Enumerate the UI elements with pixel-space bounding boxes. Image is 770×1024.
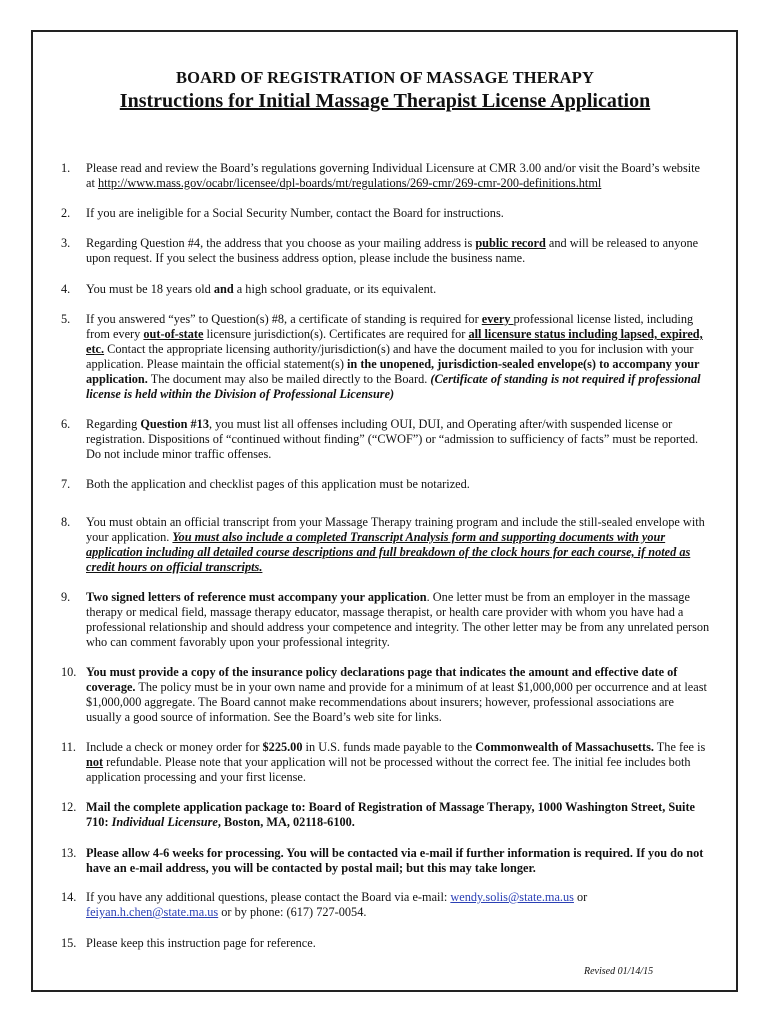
item-number: 4. <box>61 282 71 296</box>
item-text: a high school graduate, or its equivalent. <box>233 282 437 296</box>
instruction-item-12 <box>61 800 711 830</box>
item-text: in U.S. funds made payable to the <box>302 740 476 754</box>
item-number: 1. <box>61 161 71 175</box>
insurance-emphasis: You must provide a copy of the insurance policy declarations page that indicates the amount and effective date of coverage. <box>86 665 678 694</box>
instruction-item-3 <box>61 236 711 266</box>
processing-time-text: Please allow 4-6 weeks for processing. You will be contacted via e-mail if further information is required. If you do not have an e-mail address, you will be contacted by postal mail; but this may take longer. <box>86 846 704 875</box>
item-text: If you answered “yes” to Question(s) #8, a certificate of standing is required for <box>86 312 482 326</box>
mailing-address-text: , Boston, MA, 02118-6100. <box>217 815 355 829</box>
instruction-item-13 <box>61 846 711 876</box>
and-emphasis: and <box>213 282 234 296</box>
item-text: and will be released to anyone upon request. If you select the business address option, please include the business name. <box>86 236 699 265</box>
transcript-analysis-emphasis: You must also include a completed Transcript Analysis form and supporting documents with your application including all detailed course descriptions and full breakdown of the clock hours for each course, if noted as credit hours on official transcripts. <box>86 530 691 574</box>
instruction-item-6 <box>61 417 711 462</box>
licensure-status-emphasis: all licensure status including lapsed, expired, etc. <box>86 327 703 356</box>
item-number: 11. <box>61 740 76 754</box>
instruction-item-15 <box>61 936 711 951</box>
instruction-item-5 <box>61 312 711 402</box>
item-text: or <box>573 890 588 904</box>
instruction-item-14 <box>61 890 711 920</box>
item-number: 12. <box>61 800 77 814</box>
item-number: 3. <box>61 236 71 250</box>
item-text: Regarding Question #4, the address that you choose as your mailing address is <box>86 236 476 250</box>
item-number: 6. <box>61 417 71 431</box>
item-text: licensure jurisdiction(s). Certificates are required for <box>203 327 469 341</box>
item-text: Both the application and checklist pages of this application must be notarized. <box>86 477 470 491</box>
item-text: or by phone: (617) 727-0054. <box>218 905 367 919</box>
instruction-item-10 <box>61 665 711 725</box>
item-text: Please read and review the Board’s regulations governing Individual Licensure at CMR 3.00 and/or visit the Board’s website at <box>86 161 701 190</box>
item-number: 9. <box>61 590 71 604</box>
email-link-wendy[interactable]: wendy.solis@state.ma.us <box>450 890 574 904</box>
item-number: 7. <box>61 477 71 491</box>
every-emphasis: every <box>481 312 514 326</box>
instruction-item-2 <box>61 206 711 221</box>
item-text: If you are ineligible for a Social Security Number, contact the Board for instructions. <box>86 206 504 220</box>
revision-date: Revised 01/14/15 <box>584 966 654 977</box>
certificate-note: (Certificate of standing is not required if professional license is held within the Division of Professional Licensure) <box>86 372 701 401</box>
item-text: Contact the appropriate licensing authority/jurisdiction(s) and have the document mailed to you for inclusion with your application. Please maintain the official statement(s) <box>86 342 694 371</box>
item-text: The policy must be in your own name and provide for a minimum of at least $1,000,000 per occurrence and at least $1,000,000 aggregate. The Board cannot make recommendations about insurers; however, professional associations are usually a good source of information. See the Board’s web site for links. <box>86 680 707 724</box>
out-of-state-emphasis: out-of-state <box>143 327 204 341</box>
item-number: 2. <box>61 206 71 220</box>
instruction-item-9 <box>61 590 711 650</box>
item-number: 8. <box>61 515 71 529</box>
instruction-item-11 <box>61 740 711 785</box>
item-text: Regarding <box>86 417 141 431</box>
not-emphasis: not <box>86 755 104 769</box>
item-text: refundable. Please note that your application will not be processed without the correct fee. The initial fee includes both application processing and your first license. <box>86 755 691 784</box>
item-number: 13. <box>61 846 77 860</box>
fee-amount: $225.00 <box>262 740 303 754</box>
regulations-link[interactable]: http://www.mass.gov/ocabr/licensee/dpl-boards/mt/regulations/269-cmr/269-cmr-200-definitions.html <box>97 176 602 190</box>
item-text: The document may also be mailed directly to the Board. <box>147 372 431 386</box>
board-heading: BOARD OF REGISTRATION OF MASSAGE THERAPY <box>176 68 594 87</box>
email-link-feiyan[interactable]: feiyan.h.chen@state.ma.us <box>86 905 219 919</box>
payee-emphasis: Commonwealth of Massachusetts. <box>475 740 654 754</box>
item-text: , you must list all offenses including OUI, DUI, and Operating after/with suspended license or registration. Dispositions of “continued without finding” (“CWOF”) or “admission to sufficiency of facts” must be reported. Do not include minor traffic offenses. <box>86 417 699 461</box>
mailing-address-text: Mail the complete application package to: Board of Registration of Massage Therapy, 1000 Washington Street, Suite 710: <box>86 800 696 829</box>
item-text: You must be 18 years old <box>86 282 214 296</box>
item-text: Please keep this instruction page for reference. <box>86 936 316 950</box>
item-number: 14. <box>61 890 77 904</box>
question-13-emphasis: Question #13 <box>140 417 209 431</box>
public-record-emphasis: public record <box>475 236 546 250</box>
page-title: Instructions for Initial Massage Therapist License Application <box>119 90 651 112</box>
sealed-envelope-emphasis: in the unopened, jurisdiction-sealed envelope(s) to accompany your application. <box>86 357 700 386</box>
item-number: 10. <box>61 665 77 679</box>
item-text: professional license listed, including from every <box>86 312 694 341</box>
references-emphasis: Two signed letters of reference must accompany your application <box>86 590 427 604</box>
item-text: Include a check or money order for <box>86 740 263 754</box>
item-text: The fee is <box>653 740 706 754</box>
item-text: . One letter must be from an employer in the massage therapy or medical field, massage therapy educator, massage therapist, or health care provider with whom you have had a professional relationship and should address your competence and integrity. The other letter may be from any unrelated person who can comment favorably upon your professional integrity. <box>86 590 710 649</box>
item-number: 15. <box>61 936 77 950</box>
item-text: You must obtain an official transcript from your Massage Therapy training program and include the still-sealed envelope with your application. <box>86 515 705 544</box>
instruction-item-4 <box>61 282 711 297</box>
instruction-item-1 <box>61 161 711 191</box>
item-number: 5. <box>61 312 71 326</box>
instruction-item-7 <box>61 477 711 492</box>
instruction-item-8 <box>61 515 711 575</box>
individual-licensure-emphasis: Individual Licensure <box>111 815 218 829</box>
item-text: If you have any additional questions, please contact the Board via e-mail: <box>86 890 451 904</box>
